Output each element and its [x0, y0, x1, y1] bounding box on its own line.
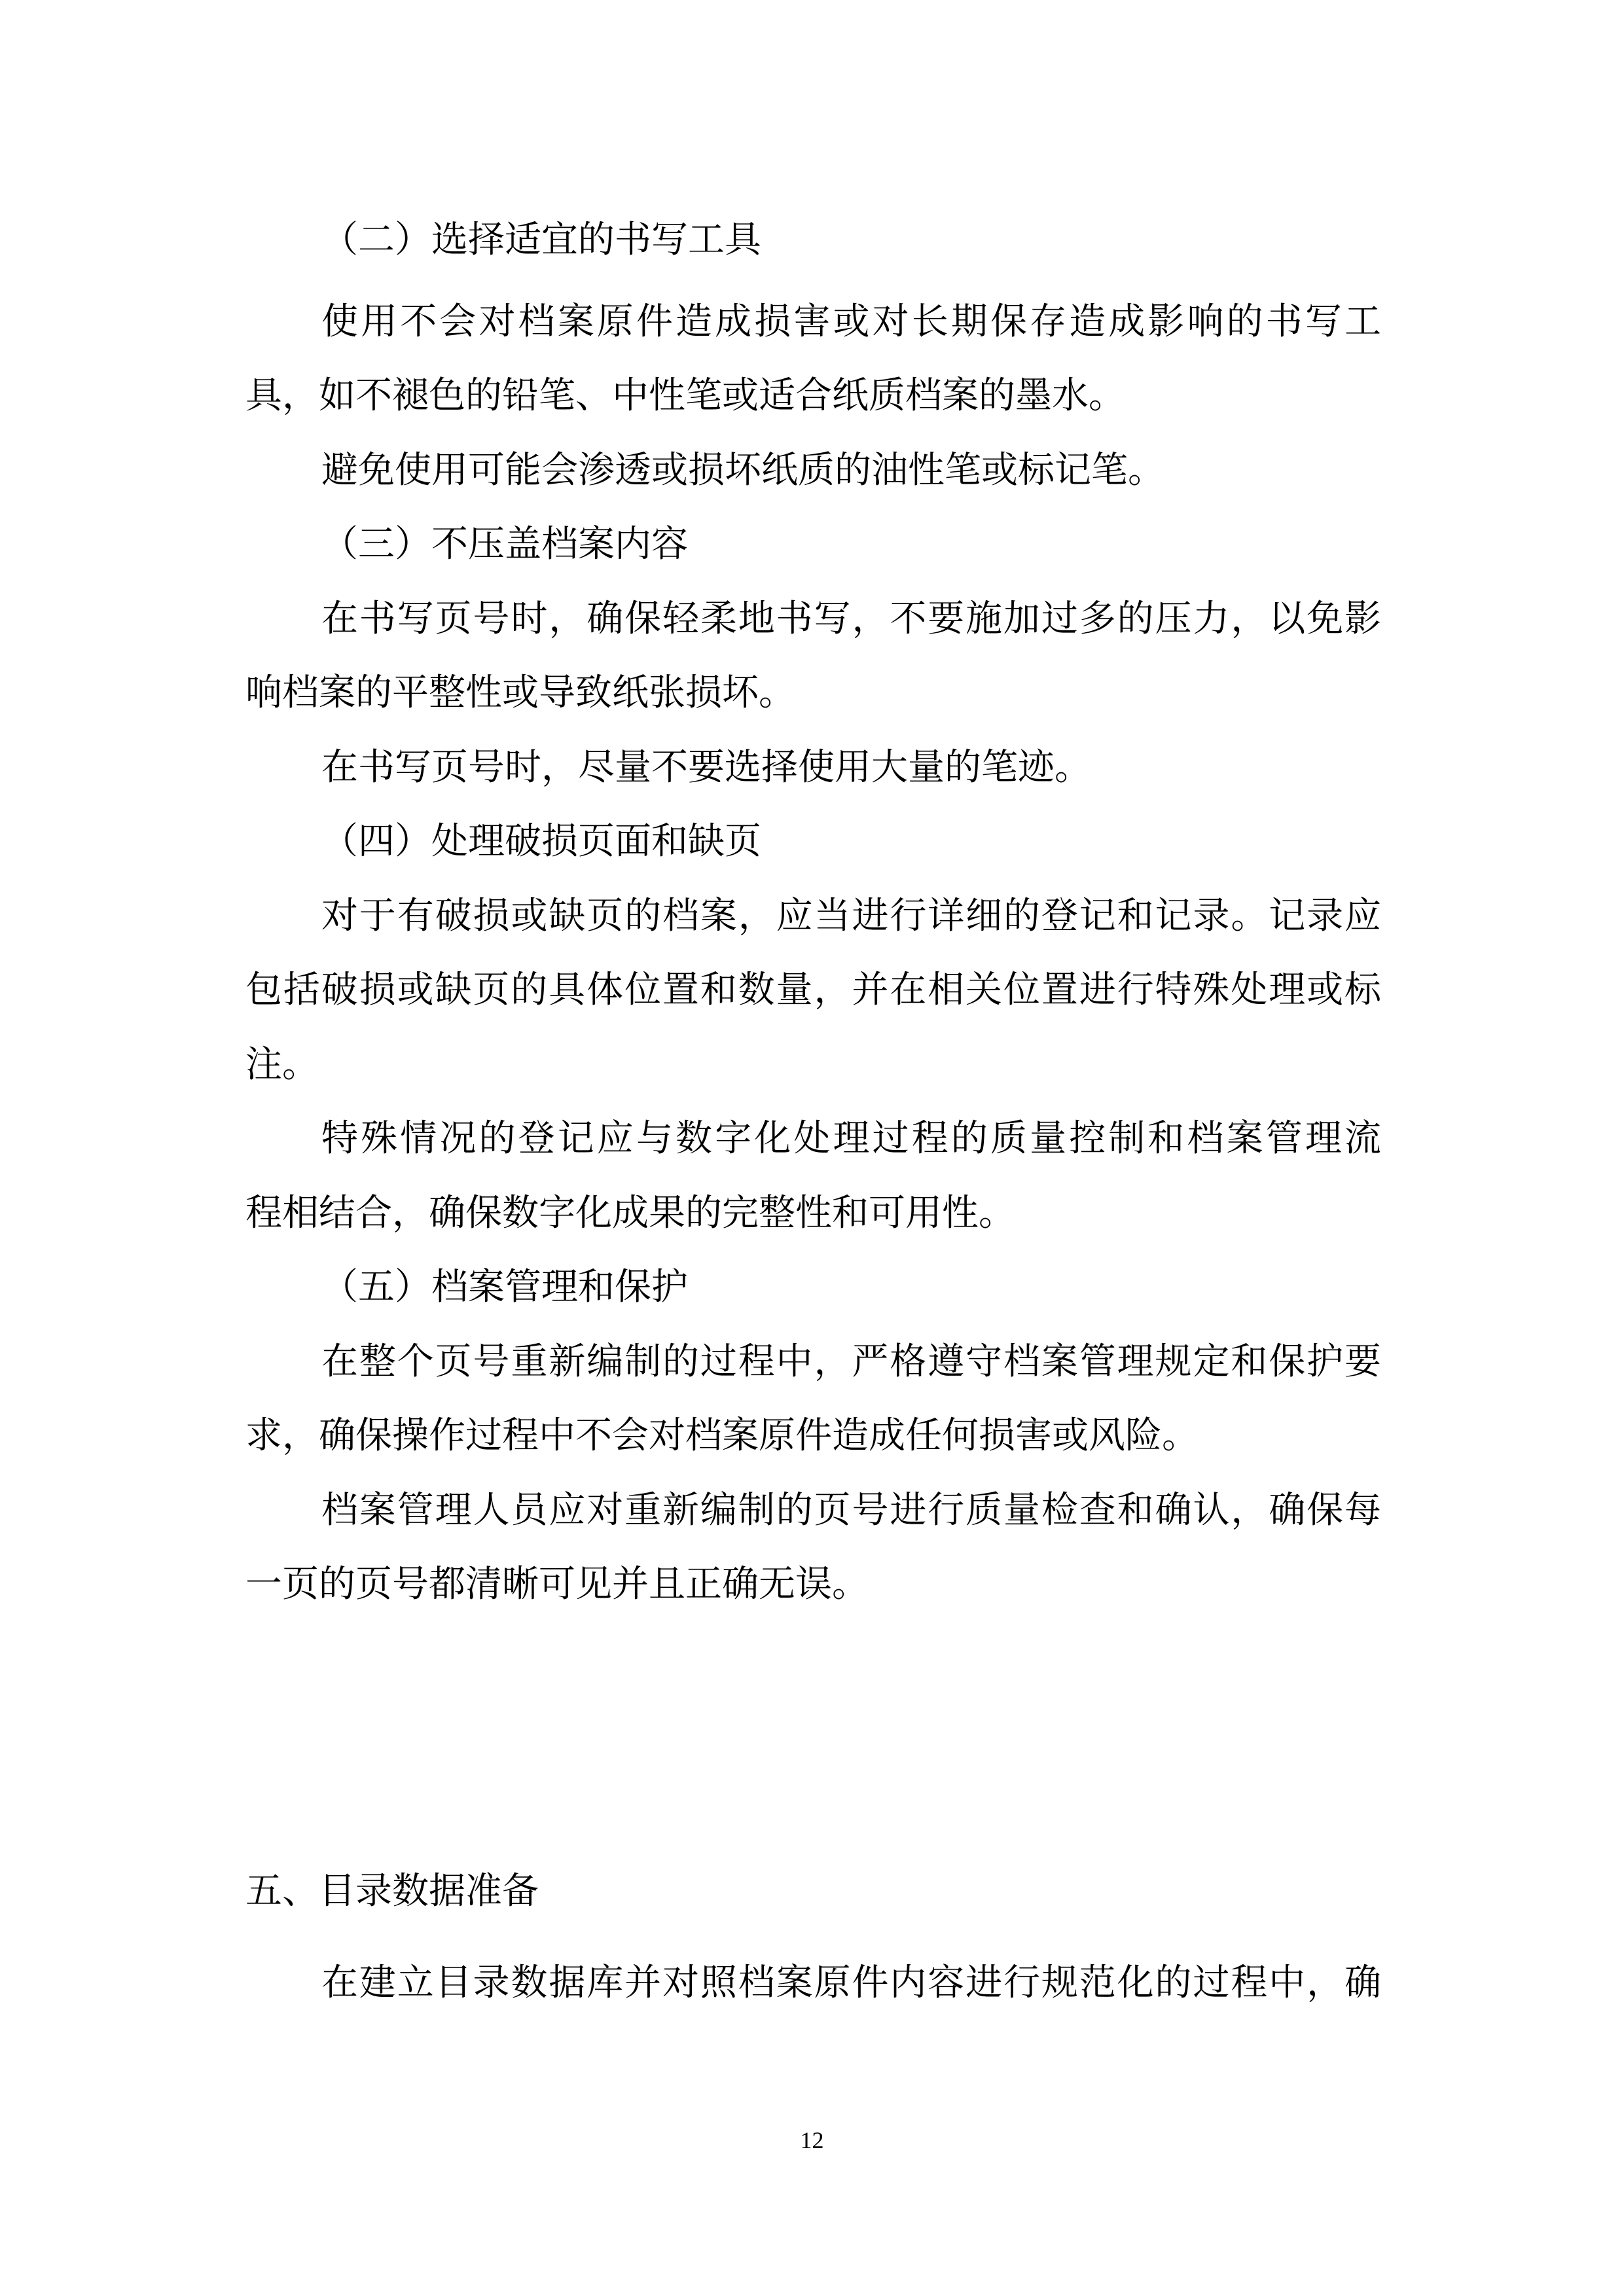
paragraph-line: 注。	[245, 1043, 319, 1086]
paragraph-line: 档案管理人员应对重新编制的页号进行质量检查和确认，确保每	[321, 1489, 1381, 1532]
paragraph-line: 程相结合，确保数字化成果的完整性和可用性。	[245, 1192, 1015, 1234]
subheading-no-overlap: （三）不压盖档案内容	[321, 523, 688, 565]
section-heading-catalog-data: 五、目录数据准备	[245, 1870, 539, 1912]
paragraph-line: 具，如不褪色的铅笔、中性笔或适合纸质档案的墨水。	[245, 374, 1125, 417]
paragraph-line: 避免使用可能会渗透或损坏纸质的油性笔或标记笔。	[321, 449, 1164, 492]
paragraph-line: 响档案的平整性或导致纸张损坏。	[245, 672, 795, 714]
paragraph-line: 一页的页号都清晰可见并且正确无误。	[245, 1563, 869, 1605]
paragraph-line: 在书写页号时，尽量不要选择使用大量的笔迹。	[321, 746, 1091, 789]
paragraph-line: 使用不会对档案原件造成损害或对长期保存造成影响的书写工	[321, 300, 1381, 343]
paragraph-line: 在书写页号时，确保轻柔地书写，不要施加过多的压力，以免影	[321, 598, 1381, 640]
paragraph-line: 对于有破损或缺页的档案，应当进行详细的登记和记录。记录应	[321, 895, 1381, 937]
paragraph-line: 求，确保操作过程中不会对档案原件造成任何损害或风险。	[245, 1414, 1199, 1457]
subheading-select-writing-tools: （二）选择适宜的书写工具	[321, 219, 761, 261]
paragraph-line: 在建立目录数据库并对照档案原件内容进行规范化的过程中，确	[321, 1962, 1381, 2004]
paragraph-line: 包括破损或缺页的具体位置和数量，并在相关位置进行特殊处理或标	[245, 969, 1381, 1011]
subheading-damaged-pages: （四）处理破损页面和缺页	[321, 820, 761, 863]
paragraph-line: 在整个页号重新编制的过程中，严格遵守档案管理规定和保护要	[321, 1340, 1381, 1383]
paragraph-line: 特殊情况的登记应与数字化处理过程的质量控制和档案管理流	[321, 1117, 1381, 1160]
subheading-archive-management: （五）档案管理和保护	[321, 1266, 688, 1308]
page-number: 12	[800, 2127, 824, 2153]
